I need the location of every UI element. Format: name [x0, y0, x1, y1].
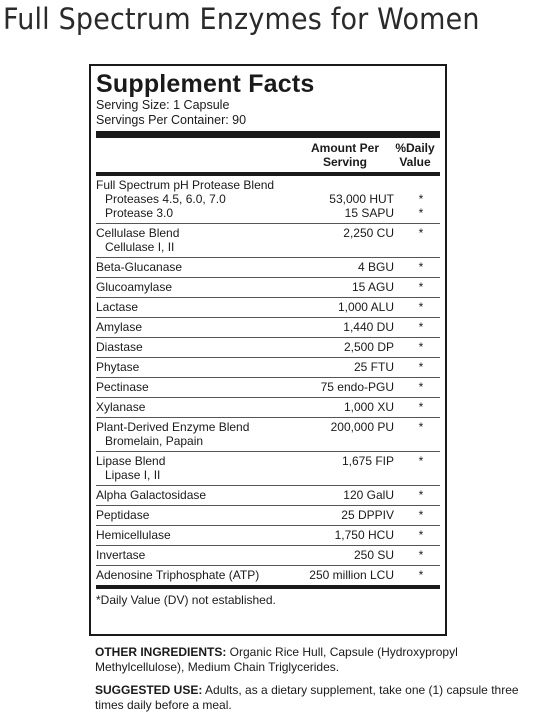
- nutrient-amount: [289, 548, 402, 562]
- nutrient-line: Phytase: [96, 360, 140, 374]
- nutrient-line: Pectinase: [96, 380, 149, 394]
- product-title: Full Spectrum Enzymes for Women: [3, 2, 480, 36]
- nutrient-name: [96, 178, 289, 220]
- dv-value: *: [418, 300, 424, 314]
- amount-value: 1,440 DU: [343, 320, 394, 334]
- amount-header: [300, 141, 390, 169]
- nutrient-name: [96, 340, 289, 354]
- suggested-use-text: Adults, as a dietary supplement, take one (1) capsule three times daily before a meal.: [95, 683, 519, 712]
- nutrient-amount: [289, 488, 402, 502]
- nutrient-subline: Proteases 4.5, 6.0, 7.0: [105, 192, 226, 206]
- amount-value: 250 SU: [353, 548, 394, 562]
- other-ingredients-label: OTHER INGREDIENTS:: [95, 645, 227, 659]
- nutrient-name: [96, 226, 289, 254]
- nutrient-row: [96, 318, 440, 338]
- nutrient-row: [96, 486, 440, 506]
- dv-header-line2: Value: [399, 155, 431, 169]
- nutrient-row: [96, 278, 440, 298]
- nutrient-daily-value: [402, 226, 440, 254]
- nutrient-amount: [289, 260, 402, 274]
- nutrient-row: [96, 258, 440, 278]
- nutrient-line: Cellulase Blend: [96, 226, 180, 240]
- amount-value: 2,500 DP: [343, 340, 394, 354]
- nutrient-name: [96, 300, 289, 314]
- daily-value-header: [390, 141, 440, 169]
- nutrient-row: [96, 298, 440, 318]
- nutrient-line: Hemicellulase: [96, 528, 171, 542]
- nutrient-name: [96, 280, 289, 294]
- nutrient-amount: [289, 280, 402, 294]
- amount-value: [289, 178, 394, 192]
- amount-value: 25 FTU: [353, 360, 394, 374]
- dv-value: *: [418, 226, 424, 240]
- amount-header-line2: Serving: [322, 155, 367, 169]
- nutrient-line: Lactase: [96, 300, 139, 314]
- dv-value: [402, 178, 440, 192]
- dv-value: [402, 240, 440, 254]
- nutrient-daily-value: [402, 320, 440, 334]
- dv-value: *: [418, 380, 424, 394]
- nutrient-amount: [289, 454, 402, 482]
- amount-value: 75 endo-PGU: [320, 380, 394, 394]
- nutrient-line: Adenosine Triphosphate (ATP): [96, 568, 260, 582]
- nutrient-name: [96, 528, 289, 542]
- amount-value: 15 SAPU: [344, 206, 394, 220]
- nutrient-amount: [289, 320, 402, 334]
- nutrient-line: Xylanase: [96, 400, 146, 414]
- nutrient-amount: [289, 420, 402, 448]
- facts-heading: Supplement Facts: [96, 70, 315, 98]
- nutrient-amount: [289, 178, 402, 220]
- dv-value: *: [418, 488, 424, 502]
- nutrient-amount: [289, 528, 402, 542]
- dv-value: [402, 468, 440, 482]
- nutrient-daily-value: [402, 280, 440, 294]
- nutrient-row: [96, 452, 440, 486]
- nutrient-name: [96, 420, 289, 448]
- dv-value: *: [418, 528, 424, 542]
- amount-value: 4 BGU: [357, 260, 394, 274]
- nutrient-name: [96, 260, 289, 274]
- nutrient-daily-value: [402, 454, 440, 482]
- column-header: [96, 138, 440, 172]
- serving-size: Serving Size: 1 Capsule: [96, 98, 230, 112]
- amount-value: 1,000 XU: [343, 400, 394, 414]
- dv-value: *: [418, 454, 424, 468]
- nutrient-row: [96, 338, 440, 358]
- amount-value: 200,000 PU: [330, 420, 394, 434]
- nutrient-line: Lipase Blend: [96, 454, 166, 468]
- nutrient-daily-value: [402, 380, 440, 394]
- nutrient-row: [96, 176, 440, 224]
- dv-header-line1: %Daily: [395, 141, 435, 155]
- nutrient-daily-value: [402, 528, 440, 542]
- nutrient-amount: [289, 400, 402, 414]
- nutrient-row: [96, 566, 440, 585]
- amount-header-line1: Amount Per: [310, 141, 379, 155]
- nutrient-row: [96, 358, 440, 378]
- nutrient-row: [96, 378, 440, 398]
- nutrient-amount: [289, 380, 402, 394]
- dv-value: *: [418, 260, 424, 274]
- nutrient-row: [96, 526, 440, 546]
- nutrient-line: Alpha Galactosidase: [96, 488, 207, 502]
- dv-value: *: [418, 548, 424, 562]
- nutrient-line: Plant-Derived Enzyme Blend: [96, 420, 250, 434]
- nutrient-row: [96, 506, 440, 526]
- other-ingredients-text: Organic Rice Hull, Capsule (Hydroxypropyl Methylcellulose), Medium Chain Triglycerides.: [95, 645, 458, 674]
- amount-value: 120 GalU: [343, 488, 394, 502]
- nutrient-name: [96, 488, 289, 502]
- nutrient-daily-value: [402, 400, 440, 414]
- dv-value: *: [418, 340, 424, 354]
- nutrient-row: [96, 546, 440, 566]
- amount-value: 53,000 HUT: [329, 192, 394, 206]
- nutrient-amount: [289, 226, 402, 254]
- suggested-use-label: SUGGESTED USE:: [95, 683, 203, 697]
- thick-divider: [96, 131, 440, 138]
- nutrient-name: [96, 548, 289, 562]
- amount-value: [289, 468, 394, 482]
- amount-value: 1,675 FIP: [341, 454, 394, 468]
- dv-value: *: [418, 568, 424, 582]
- nutrient-line: Diastase: [96, 340, 143, 354]
- other-ingredients: [95, 645, 525, 675]
- nutrient-amount: [289, 508, 402, 522]
- nutrient-line: Beta-Glucanase: [96, 260, 183, 274]
- suggested-use: [95, 683, 525, 713]
- amount-value: 15 AGU: [351, 280, 394, 294]
- nutrient-subline: Cellulase I, II: [105, 240, 175, 254]
- amount-value: 1,750 HCU: [334, 528, 394, 542]
- dv-value: *: [418, 360, 424, 374]
- nutrient-subline: Bromelain, Papain: [105, 434, 204, 448]
- amount-value: 250 million LCU: [309, 568, 394, 582]
- nutrient-daily-value: [402, 260, 440, 274]
- nutrient-row: [96, 418, 440, 452]
- dv-value: *: [418, 206, 424, 220]
- nutrient-line: Glucoamylase: [96, 280, 173, 294]
- nutrient-amount: [289, 360, 402, 374]
- nutrient-line: Invertase: [96, 548, 146, 562]
- nutrient-name: [96, 508, 289, 522]
- nutrient-row: [96, 398, 440, 418]
- nutrient-name: [96, 380, 289, 394]
- nutrient-name: [96, 400, 289, 414]
- nutrient-rows: [96, 176, 440, 585]
- dv-value: *: [418, 420, 424, 434]
- dv-value: [402, 434, 440, 448]
- amount-value: 25 DPPIV: [341, 508, 394, 522]
- nutrient-daily-value: [402, 300, 440, 314]
- nutrient-subline: Protease 3.0: [105, 206, 174, 220]
- dv-value: *: [418, 320, 424, 334]
- amount-value: [289, 434, 394, 448]
- nutrient-daily-value: [402, 568, 440, 582]
- nutrient-name: [96, 360, 289, 374]
- nutrient-daily-value: [402, 548, 440, 562]
- nutrient-daily-value: [402, 360, 440, 374]
- nutrient-daily-value: [402, 178, 440, 220]
- dv-value: *: [418, 400, 424, 414]
- nutrient-line: Full Spectrum pH Protease Blend: [96, 178, 275, 192]
- nutrient-daily-value: [402, 420, 440, 448]
- footnote: *Daily Value (DV) not established.: [96, 593, 276, 607]
- servings-per-container: Servings Per Container: 90: [96, 113, 247, 127]
- nutrient-subline: Lipase I, II: [105, 468, 161, 482]
- dv-value: *: [418, 280, 424, 294]
- amount-value: [289, 240, 394, 254]
- supplement-facts-panel: [89, 64, 447, 636]
- nutrient-amount: [289, 568, 402, 582]
- nutrient-row: [96, 224, 440, 258]
- amount-value: 2,250 CU: [343, 226, 394, 240]
- dv-value: *: [418, 508, 424, 522]
- dv-value: *: [418, 192, 424, 206]
- nutrient-name: [96, 320, 289, 334]
- nutrient-daily-value: [402, 340, 440, 354]
- nutrient-line: Peptidase: [96, 508, 150, 522]
- amount-value: 1,000 ALU: [337, 300, 394, 314]
- nutrient-amount: [289, 340, 402, 354]
- nutrient-name: [96, 454, 289, 482]
- nutrient-name: [96, 568, 289, 582]
- nutrient-daily-value: [402, 508, 440, 522]
- nutrient-daily-value: [402, 488, 440, 502]
- nutrient-line: Amylase: [96, 320, 143, 334]
- nutrient-amount: [289, 300, 402, 314]
